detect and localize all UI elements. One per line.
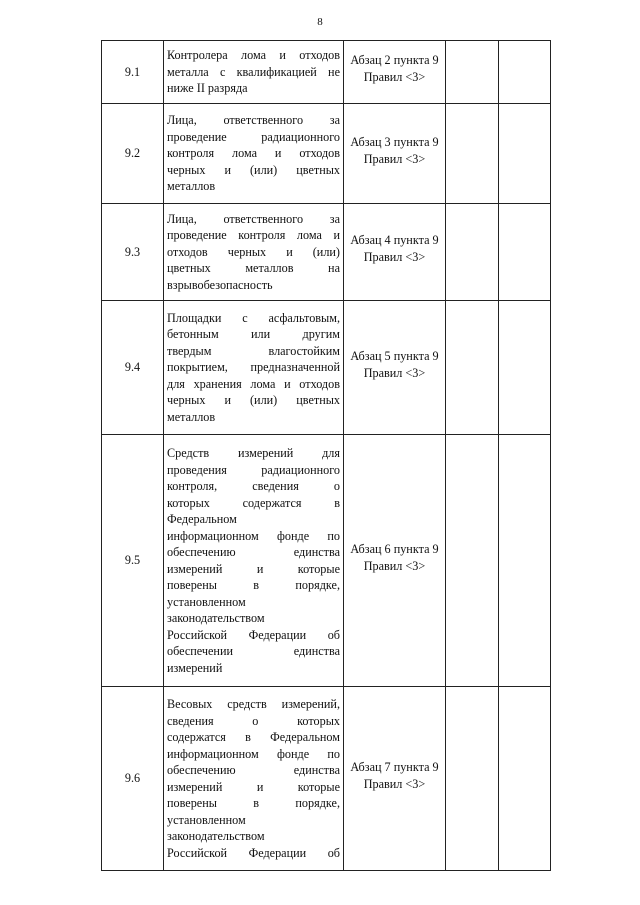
description-line: ниже II разряда bbox=[167, 81, 248, 96]
description-line: проведение радиационного bbox=[167, 129, 340, 144]
empty-cell bbox=[446, 301, 499, 435]
requirements-table bbox=[101, 40, 551, 871]
description-line: Средств измерений для bbox=[167, 446, 340, 460]
description-line: металла с квалификацией не bbox=[167, 64, 340, 79]
description-line: для хранения лома и отходов bbox=[167, 376, 340, 391]
item-description bbox=[164, 435, 344, 687]
item-description bbox=[164, 204, 344, 301]
description-line: Весовых средств измерений, bbox=[167, 697, 340, 711]
description-line: черных и (или) цветных bbox=[167, 162, 340, 177]
legal-reference bbox=[344, 435, 446, 687]
description-line: покрытием, предназначенной bbox=[167, 360, 340, 375]
reference-line-2: Правил <3> bbox=[363, 70, 426, 84]
table-row bbox=[102, 435, 551, 687]
description-line: которых содержатся в bbox=[167, 495, 340, 510]
reference-line-1: Абзац 4 пункта 9 bbox=[350, 233, 439, 247]
description-line: информационном фонде по bbox=[167, 528, 340, 543]
item-number: 9.5 bbox=[102, 435, 164, 687]
description-line: законодательством bbox=[167, 829, 265, 843]
page-number: 8 bbox=[317, 16, 323, 28]
legal-reference bbox=[344, 204, 446, 301]
item-number: 9.1 bbox=[102, 41, 164, 104]
item-description bbox=[164, 301, 344, 435]
description-line: бетонным или другим bbox=[167, 327, 340, 342]
description-line: установленном bbox=[167, 594, 246, 609]
legal-reference bbox=[344, 687, 446, 871]
description-line: Федеральном bbox=[167, 512, 237, 526]
description-line: информационном фонде по bbox=[167, 746, 340, 761]
reference-line-2: Правил <3> bbox=[363, 776, 426, 791]
item-number: 9.4 bbox=[102, 301, 164, 435]
table-row bbox=[102, 687, 551, 871]
reference-line-1: Абзац 5 пункта 9 bbox=[350, 348, 439, 363]
reference-line-2: Правил <3> bbox=[363, 365, 426, 380]
item-description bbox=[164, 687, 344, 871]
table-row bbox=[102, 41, 551, 104]
description-line: установленном bbox=[167, 812, 246, 827]
reference-line-1: Абзац 3 пункта 9 bbox=[350, 134, 439, 149]
description-line: содержатся в Федеральном bbox=[167, 730, 340, 744]
description-line: отходов черных и (или) bbox=[167, 244, 340, 259]
reference-line-1: Абзац 6 пункта 9 bbox=[350, 541, 439, 556]
empty-cell bbox=[446, 104, 499, 204]
empty-cell bbox=[446, 687, 499, 871]
description-line: законодательством bbox=[167, 611, 265, 625]
empty-cell bbox=[446, 435, 499, 687]
description-line: металлов bbox=[167, 409, 216, 424]
description-line: цветных металлов на bbox=[167, 261, 340, 276]
empty-cell bbox=[446, 204, 499, 301]
description-line: контроля, сведения о bbox=[167, 479, 340, 493]
empty-cell bbox=[499, 204, 551, 301]
description-line: проведения радиационного bbox=[167, 462, 340, 477]
description-line: поверены в порядке, bbox=[167, 796, 340, 810]
item-number: 9.3 bbox=[102, 204, 164, 301]
description-line: контроля лома и отходов bbox=[167, 146, 340, 161]
description-line: поверены в порядке, bbox=[167, 578, 340, 592]
description-line: Российской Федерации об bbox=[167, 627, 340, 642]
empty-cell bbox=[499, 301, 551, 435]
empty-cell bbox=[499, 104, 551, 204]
description-line: обеспечении единства bbox=[167, 644, 340, 658]
description-line: черных и (или) цветных bbox=[167, 393, 340, 408]
legal-reference bbox=[344, 41, 446, 104]
item-number: 9.6 bbox=[102, 687, 164, 871]
description-line: Лица, ответственного за bbox=[167, 113, 340, 128]
item-number: 9.2 bbox=[102, 104, 164, 204]
description-line: металлов bbox=[167, 179, 216, 194]
empty-cell bbox=[499, 687, 551, 871]
description-line: обеспечению единства bbox=[167, 545, 340, 559]
legal-reference bbox=[344, 301, 446, 435]
description-line: проведение контроля лома и bbox=[167, 228, 340, 243]
table-body bbox=[102, 41, 551, 871]
reference-line-2: Правил <3> bbox=[363, 558, 426, 573]
description-line: измерений и которые bbox=[167, 561, 340, 576]
description-line: Площадки с асфальтовым, bbox=[167, 310, 340, 325]
description-line: обеспечению единства bbox=[167, 763, 340, 777]
description-line: Лица, ответственного за bbox=[167, 211, 340, 226]
description-line: взрывобезопасность bbox=[167, 277, 273, 292]
empty-cell bbox=[446, 41, 499, 104]
legal-reference bbox=[344, 104, 446, 204]
reference-line-1: Абзац 2 пункта 9 bbox=[350, 53, 439, 67]
table-row bbox=[102, 301, 551, 435]
table-row bbox=[102, 204, 551, 301]
item-description bbox=[164, 104, 344, 204]
reference-line-1: Абзац 7 пункта 9 bbox=[350, 759, 439, 774]
table-row bbox=[102, 104, 551, 204]
reference-line-2: Правил <3> bbox=[363, 151, 426, 166]
item-description bbox=[164, 41, 344, 104]
description-line: твердым влагостойким bbox=[167, 343, 340, 358]
empty-cell bbox=[499, 41, 551, 104]
description-line: измерений bbox=[167, 660, 223, 675]
description-line: измерений и которые bbox=[167, 779, 340, 794]
description-line: Контролера лома и отходов bbox=[167, 48, 340, 63]
description-line: сведения о которых bbox=[167, 713, 340, 728]
reference-line-2: Правил <3> bbox=[363, 250, 426, 264]
description-line: Российской Федерации об bbox=[167, 845, 340, 860]
empty-cell bbox=[499, 435, 551, 687]
